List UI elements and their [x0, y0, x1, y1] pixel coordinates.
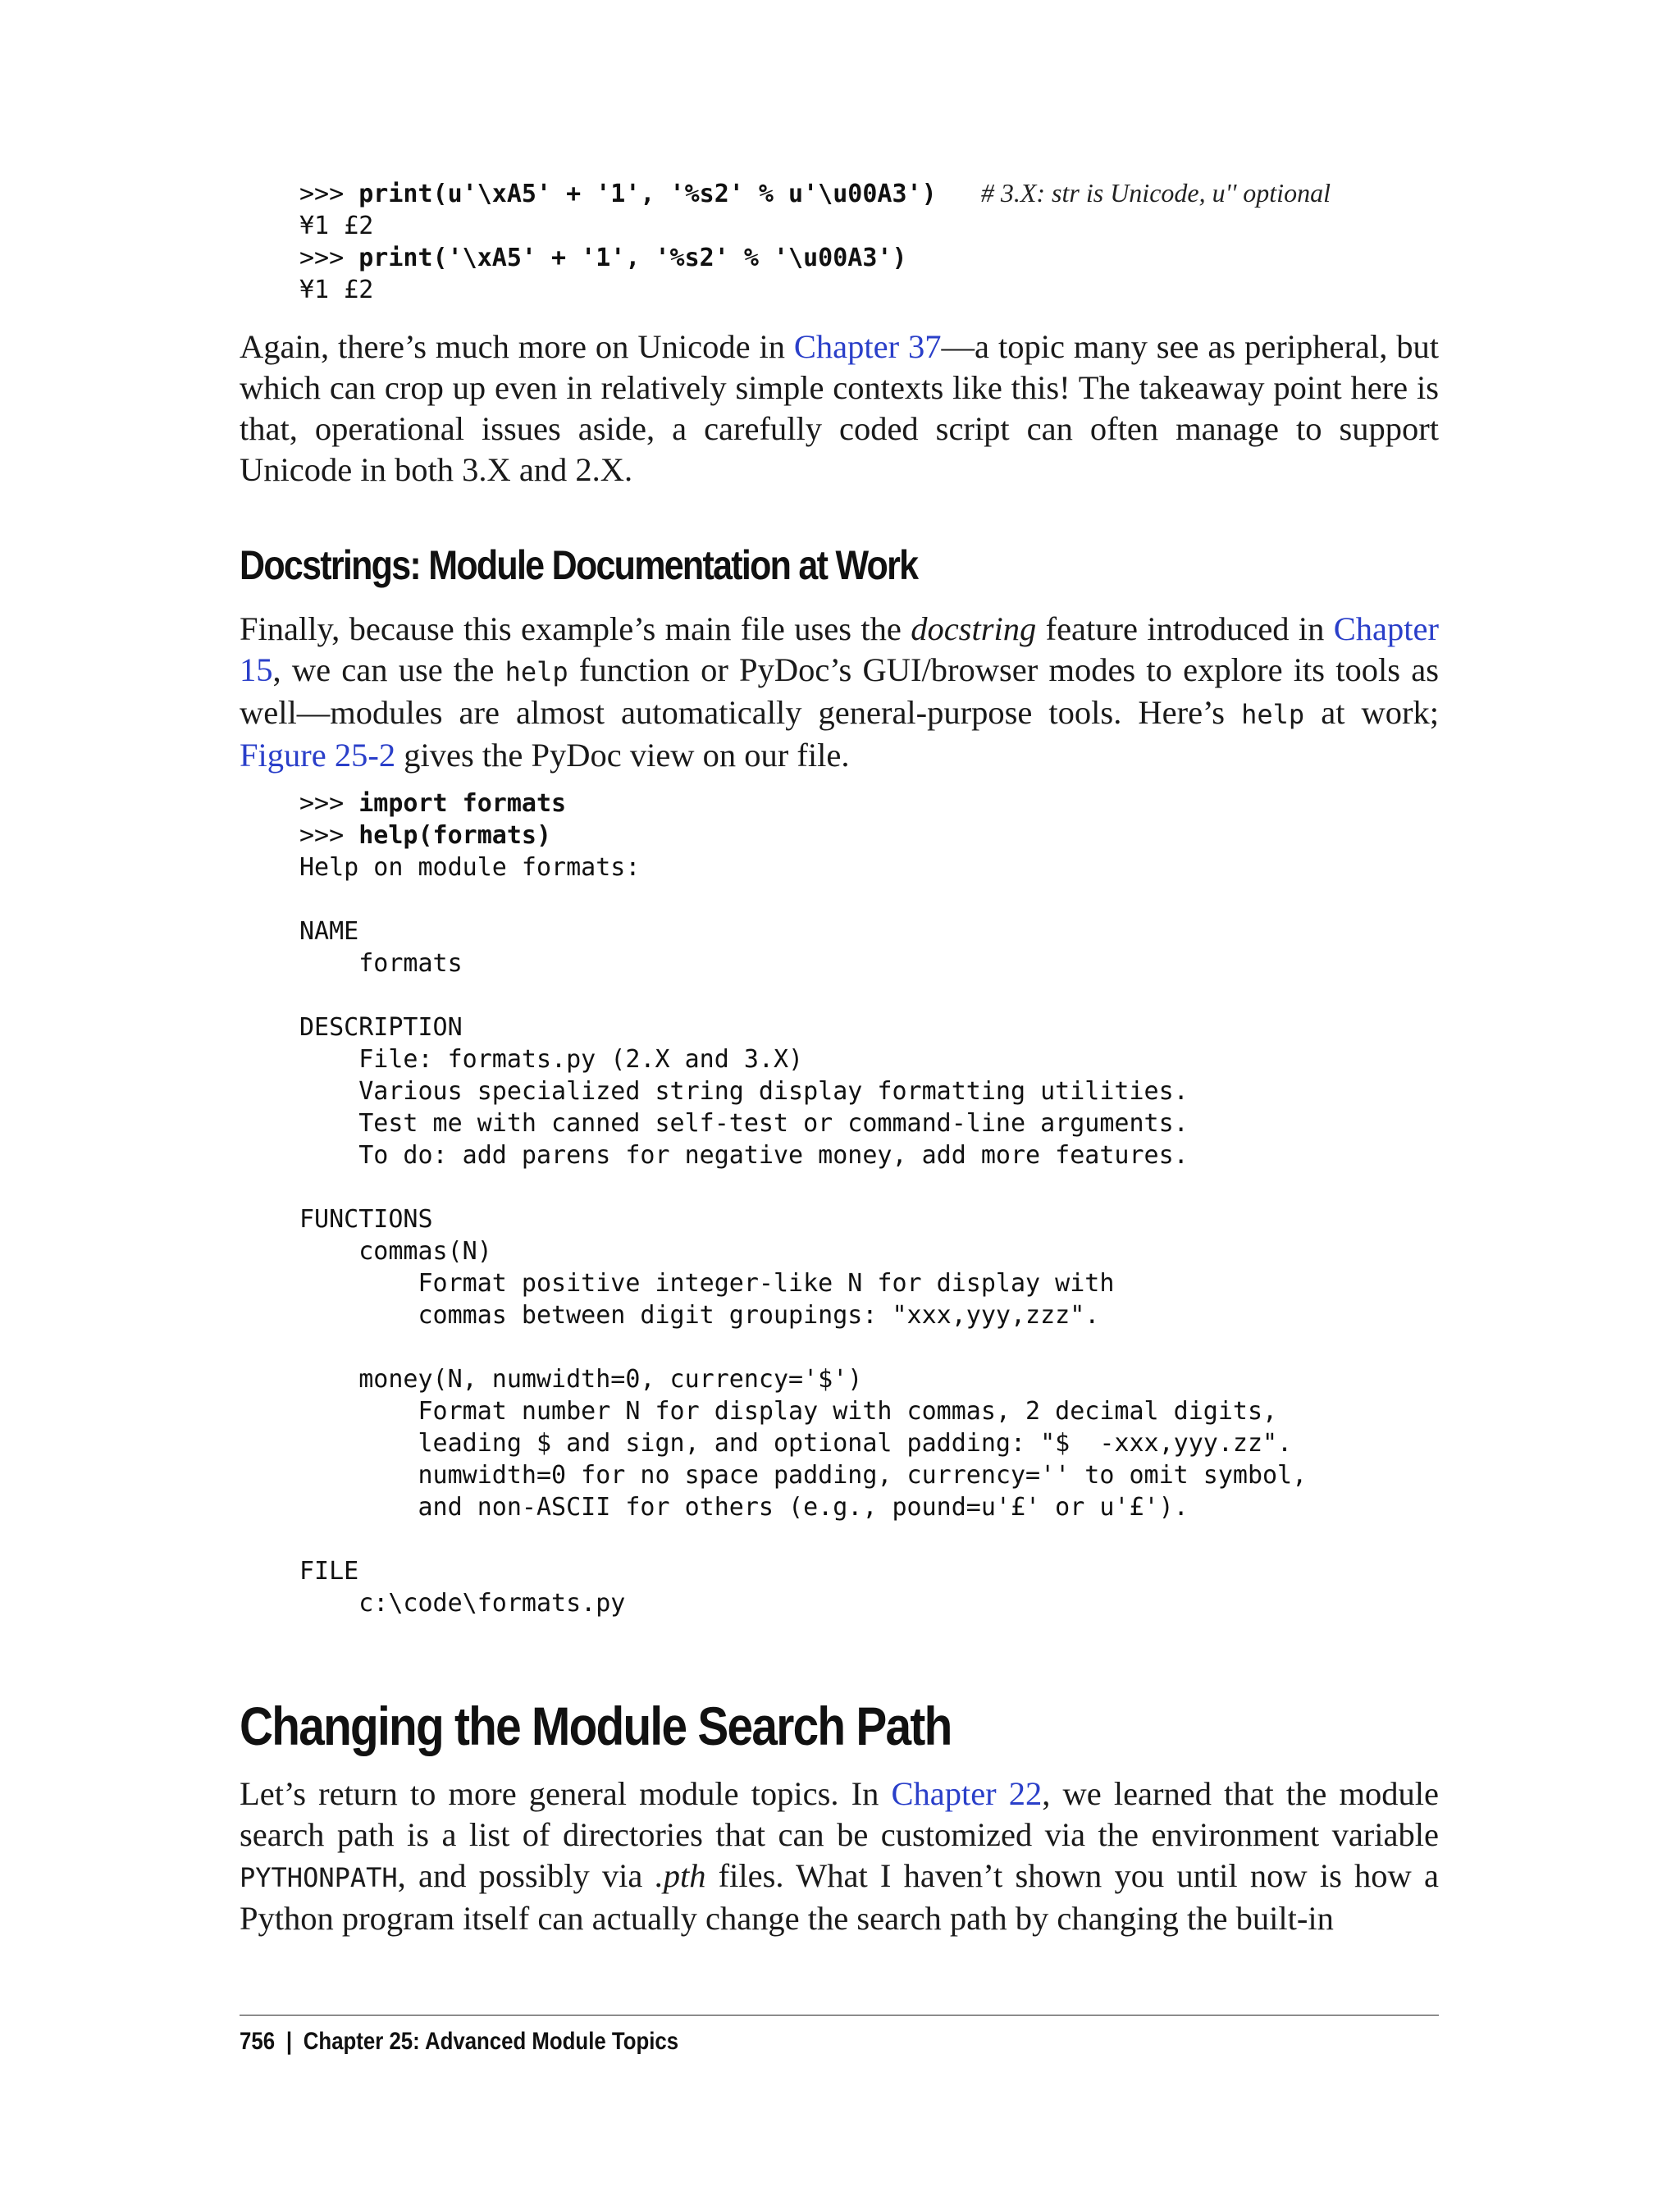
chapter-15-link[interactable]: Chapter 15: [240, 610, 1439, 688]
section-heading-docstrings: Docstrings: Module Documentation at Work: [240, 542, 918, 588]
chapter-37-link[interactable]: Chapter 37: [793, 328, 942, 365]
code-prompt: >>>: [299, 244, 359, 272]
section-heading-search-path: Changing the Module Search Path: [240, 1696, 952, 1756]
code-prompt: >>>: [299, 821, 359, 850]
code-command: help(formats): [358, 821, 552, 850]
chapter-22-link[interactable]: Chapter 22: [891, 1775, 1043, 1812]
page-footer: [240, 2028, 678, 2056]
code-command: print('\xA5' + '1', '%s2' % '\u00A3'): [358, 244, 907, 272]
page-number: 756: [240, 2028, 276, 2055]
figure-25-2-link[interactable]: Figure 25-2: [240, 737, 396, 774]
code-command: import formats: [358, 789, 567, 818]
code-command: print(u'\xA5' + '1', '%s2' % u'\u00A3'): [358, 180, 937, 208]
footer-rule: [240, 2015, 1439, 2016]
code-prompt: >>>: [299, 180, 359, 208]
code-output: ¥1 £2: [299, 276, 374, 304]
code-prompt: >>>: [299, 789, 359, 818]
paragraph-docstrings: Finally, because this example’s main file uses the docstring feature introduced in Chapter 15, we can use the help function or PyDoc’s GUI/browser modes to explore its tools as well—modules are almost automatically general-purpose tools. Here’s help at work; Figure 25-2 gives the PyDoc view on our file.: [240, 610, 1440, 774]
footer-separator: |: [285, 2028, 293, 2055]
paragraph-unicode-note: Again, there’s much more on Unicode in Chapter 37—a topic many see as peripheral, but which can crop up even in relatively simple contexts like this! The takeaway point here is that, operational issues aside, a carefully coded script can often manage to support Unicode in both 3.X and 2.X.: [240, 328, 1439, 488]
paragraph-search-path: Let’s return to more general module topics. In Chapter 22, we learned that the module search path is a list of directories that can be customized via the environment variable PYTHONPATH, and possibly via .pth files. What I haven’t shown you until now is how a Python program itself can actually change the search path by changing the built-in: [240, 1775, 1439, 1937]
chapter-title: Chapter 25: Advanced Module Topics: [303, 2028, 679, 2055]
code-output: ¥1 £2: [299, 212, 374, 240]
help-output: Help on module formats: NAME formats DESCRIPTION File: formats.py (2.X and 3.X) Various specialized string display formatting utilities. Test me with canned self-test or command-line arguments. To do: add parens for negative money, add more features. FUNCTIONS commas(N) Format positive integer-like N for display with commas between digit groupings: "xxx,yyy,zzz". money(N, numwidth=0, currency='$') Format number N for display with commas, 2 decimal digits, leading $ and sign, and optional padding: "$ -xxx,yyy.zz". numwidth=0 for no space padding, currency='' to omit symbol, and non-ASCII for others (e.g., pound=u'£' or u'£'). FILE c:\code\formats.py: [299, 853, 1308, 1618]
code-block-unicode: [299, 177, 1331, 306]
code-block-help: [299, 788, 1307, 1619]
code-comment: # 3.X: str is Unicode, u'' optional: [980, 178, 1331, 208]
